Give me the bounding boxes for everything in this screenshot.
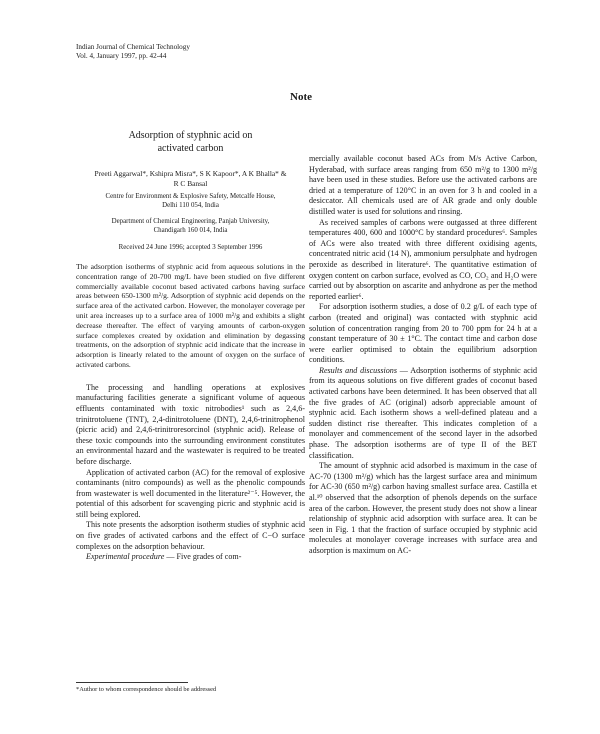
affiliation-a-line2: Delhi 110 054, India (162, 202, 219, 210)
abstract: The adsorption isotherms of styphnic acid from aqueous solutions in the concentration range of 20-700 mg/L have been studied on five different commercially available coconut based activated carbons having surface areas between 650-1300 m²/g. Adsorption of styphnic acid depends on the surface area of the activated carbon. However, the monolayer coverage per unit area increases up to a surface area of 1000 m²/g and exhibits a slight decrease thereafter. The effect of varying amounts of carbon-oxygen surface complexes created by oxidation and elimination by degassing treatments, on the adsorption of styphnic acid indicate that the increase in adsorption is linearly related to the amount of oxygen on the surface of activated carbons. (76, 262, 305, 369)
section-heading: Note (290, 91, 312, 103)
article-title-line1: Adsorption of styphnic acid on (128, 130, 253, 141)
paragraph: Application of activated carbon (AC) for the removal of explosive contaminants (nitro compounds) as well as the phenolic compounds from wastewater is well documented in the literature²⁻⁵. However, the potential of this adsorbent for scavenging picric and styphnic acid is still being explored. (76, 467, 305, 519)
left-body (76, 383, 305, 563)
paragraph: The processing and handling operations at explosives manufacturing facilities generate a significant volume of aqueous effluents contaminated with toxic nitrobodies¹ such as 2,4,6-trinitrotoluene (TNT), 2,4-dinitrotoluene (DNT), 2,4,6-trinitrophenol (picric acid) and 2,4,6-trinitroresorcinol (styphnic acid). Release of these toxic compounds into the surrounding environment constitutes an environmental hazard and the wastewater is required to be treated before discharge. (76, 382, 305, 466)
experimental-heading: Experimental procedure (86, 552, 165, 562)
experimental-start: — Five grades of com- (164, 552, 242, 562)
paragraph-experimental (76, 552, 305, 563)
affiliation-b-line1: Department of Chemical Engineering, Panjab University, (111, 217, 270, 225)
paragraph: For adsorption isotherm studies, a dose of 0.2 g/L of each type of carbon (treated and original) was contacted with styphnic acid solution of concentration ranging from 20 to 700 ppm for 24 h at a constant temperature of 30 ± 1°C. The contact time and carbon dose were earlier optimised to obtain the equilibrium adsorption conditions. (309, 302, 537, 365)
authors-line2: R C Bansal (173, 178, 208, 188)
paragraph: The amount of styphnic acid adsorbed is maximum in the case of AC-70 (1300 m²/g) which has the largest surface area and minimum for AC-30 (650 m²/g) carbon having smallest surface area. Castilla et al.¹⁰ observed that the adsorption of phenols depends on the surface area of the carbon. However, the present study does not show a linear relationship of styphnic acid adsorption with surface area. It can be seen in Fig. 1 that the fraction of surface occupied by styphnic acid molecules at monolayer coverage increases with surface area and adsorption is maximum on AC- (309, 461, 537, 555)
footnote-rule (76, 682, 188, 683)
received-dates: Received 24 June 1996; accepted 3 September 1996 (118, 244, 263, 251)
results-heading: Results and discussions (319, 365, 397, 375)
paragraph: This note presents the adsorption isotherm studies of styphnic acid on five grades of activated carbons and the effect of C−O surface complexes on the adsorption behaviour. (76, 520, 305, 551)
journal-header (76, 43, 190, 62)
results-dash: — (397, 365, 411, 375)
journal-issue: Vol. 4, January 1997, pp. 42-44 (76, 52, 167, 61)
right-column (309, 154, 537, 557)
results-text: Adsorption isotherms of styphnic acid from its aqueous solutions on five different grades of coconut based activated carbons have been determined. It has been observed that all the five grades of AC (original) adsorb appreciable amount of styphnic acid. Each isotherm shows a well-defined plateau and a sudden distinct rise thereafter. This indicates completion of a monolayer and commencement of the second layer in the adsorbed phase. The adsorption isotherms are of type II of the BET classification. (309, 365, 537, 460)
affiliation-b-line2: Chandigarh 160 014, India (153, 226, 228, 234)
paragraph: As received samples of carbons were outgassed at three different temperatures 400, 600 and 1000°C by standard procedures⁶. Samples of ACs were also treated with three different oxidising agents, concentrated nitric acid (14 N), ammonium persulphate and hydrogen peroxide as described in literature⁶. The quantitative estimation of oxygen content on carbon surface, evolved as CO, CO₂ and H₂O were carried out by absorption on ascarite and anhydrone as per the method reported earlier⁶. (309, 217, 537, 301)
journal-name: Indian Journal of Chemical Technology (76, 43, 190, 51)
article-title-line2: activated carbon (157, 142, 224, 154)
left-column (76, 130, 305, 563)
footnote: *Author to whom correspondence should be addressed (76, 686, 217, 693)
affiliation-a-line1: Centre for Environment & Explosive Safety, Metcalfe House, (105, 193, 276, 201)
paragraph: mercially available coconut based ACs from M/s Active Carbon, Hyderabad, with surface areas ranging from 650 m²/g to 1300 m²/g have been used in these studies. Before use the activated carbons are dried at a temperature of 120°C in an oven for 3 h and cooled in a desiccator. All chemicals used are of AR grade and only double distilled water is used for solutions and rinsing. (309, 154, 537, 216)
paragraph-results (309, 366, 537, 461)
authors-line1: Preeti Aggarwal*, Kshipra Misra*, S K Kapoor*, A K Bhalla* & (94, 169, 287, 178)
